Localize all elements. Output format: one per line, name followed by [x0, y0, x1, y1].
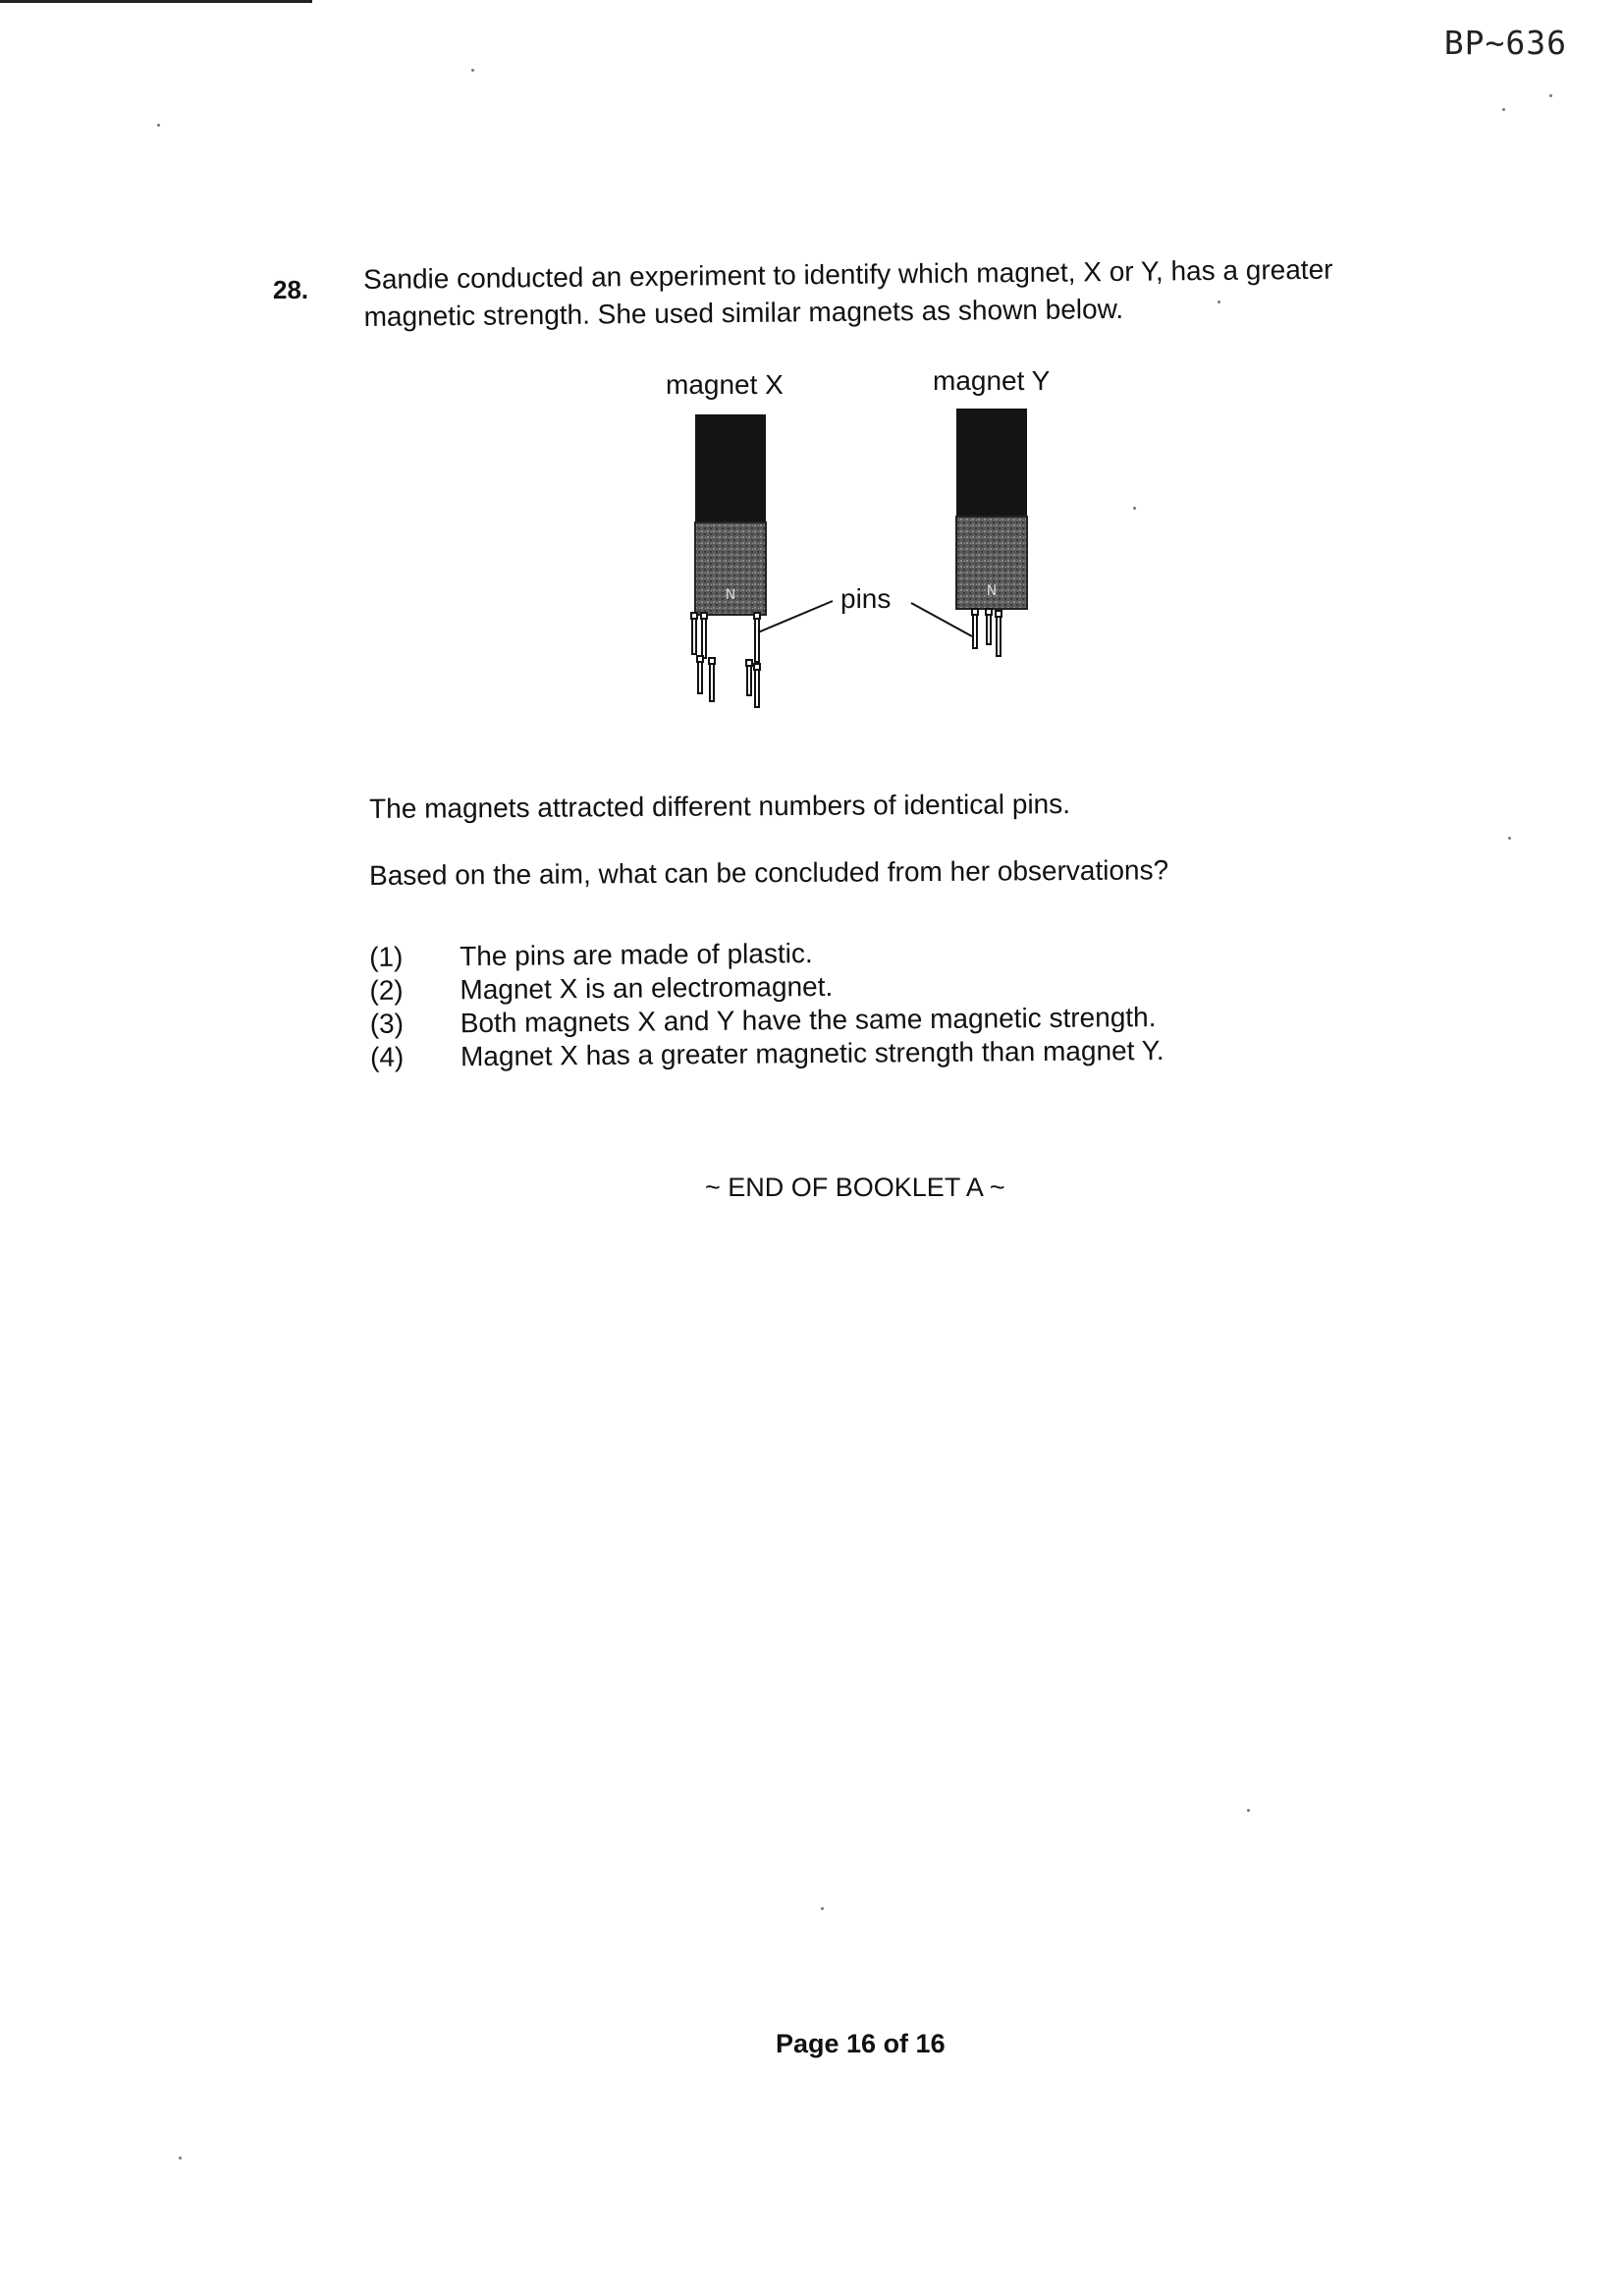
- question-text: Sandie conducted an experiment to identify which magnet, X or Y, has a greater magnetic strength. She used similar magnets as shown below.: [363, 253, 1333, 332]
- pin: [747, 666, 751, 695]
- option-text: The pins are made of plastic.: [460, 938, 813, 972]
- prompt-text: Based on the aim, what can be concluded from her observations?: [369, 854, 1169, 891]
- scan-speck: [1247, 1809, 1250, 1812]
- pin: [692, 619, 696, 654]
- magnet-x-label: magnet X: [666, 369, 784, 400]
- scan-speck: [1218, 301, 1220, 303]
- pins-label: pins: [840, 583, 892, 614]
- page-number: Page 16 of 16: [776, 2029, 946, 2058]
- pin: [710, 664, 714, 701]
- option-number: (2): [369, 974, 404, 1006]
- pins-on-x: [691, 613, 760, 707]
- scan-speck: [821, 1907, 824, 1910]
- option-text: Magnet X has a greater magnetic strength than magnet Y.: [460, 1034, 1164, 1072]
- end-of-booklet: ~ END OF BOOKLET A ~: [705, 1173, 1005, 1202]
- question-number: 28.: [273, 275, 309, 304]
- pin: [698, 662, 702, 693]
- pin: [987, 615, 991, 644]
- pin: [702, 619, 706, 658]
- scan-speck: [157, 124, 160, 127]
- pin: [997, 617, 1001, 656]
- option-number: (3): [369, 1008, 405, 1039]
- observation-text: The magnets attracted different numbers of identical pins.: [369, 789, 1071, 824]
- pin: [973, 615, 977, 648]
- magnet-y: [956, 409, 1027, 609]
- paper-code: BP~636: [1443, 24, 1567, 62]
- option-number: (1): [369, 941, 404, 972]
- magnets-diagram: [648, 354, 1100, 766]
- top-rule: [0, 0, 312, 3]
- option-number: (4): [369, 1041, 405, 1072]
- magnet-y-label: magnet Y: [933, 365, 1051, 396]
- options-list: [369, 933, 1254, 1074]
- scan-speck: [1508, 837, 1511, 840]
- magnet-y-upper: [956, 409, 1027, 517]
- scan-speck: [1133, 507, 1136, 510]
- pins-on-y: [972, 609, 1001, 656]
- scan-speck: [1502, 108, 1505, 111]
- option-text: Magnet X is an electromagnet.: [460, 970, 834, 1006]
- scan-speck: [471, 69, 474, 72]
- pins-leader-line-x: [758, 601, 833, 632]
- option-4: [370, 1033, 1254, 1074]
- pin: [755, 670, 759, 707]
- scan-speck: [179, 2157, 182, 2159]
- magnet-x-pole-letter: N: [725, 587, 736, 603]
- scan-speck: [1549, 94, 1552, 97]
- magnet-x: [695, 414, 766, 615]
- magnet-figure: [648, 354, 1100, 766]
- option-text: Both magnets X and Y have the same magnetic strength.: [460, 1002, 1157, 1039]
- pin: [755, 619, 759, 662]
- magnet-x-upper: [695, 414, 766, 522]
- magnet-y-pole-letter: N: [986, 583, 998, 599]
